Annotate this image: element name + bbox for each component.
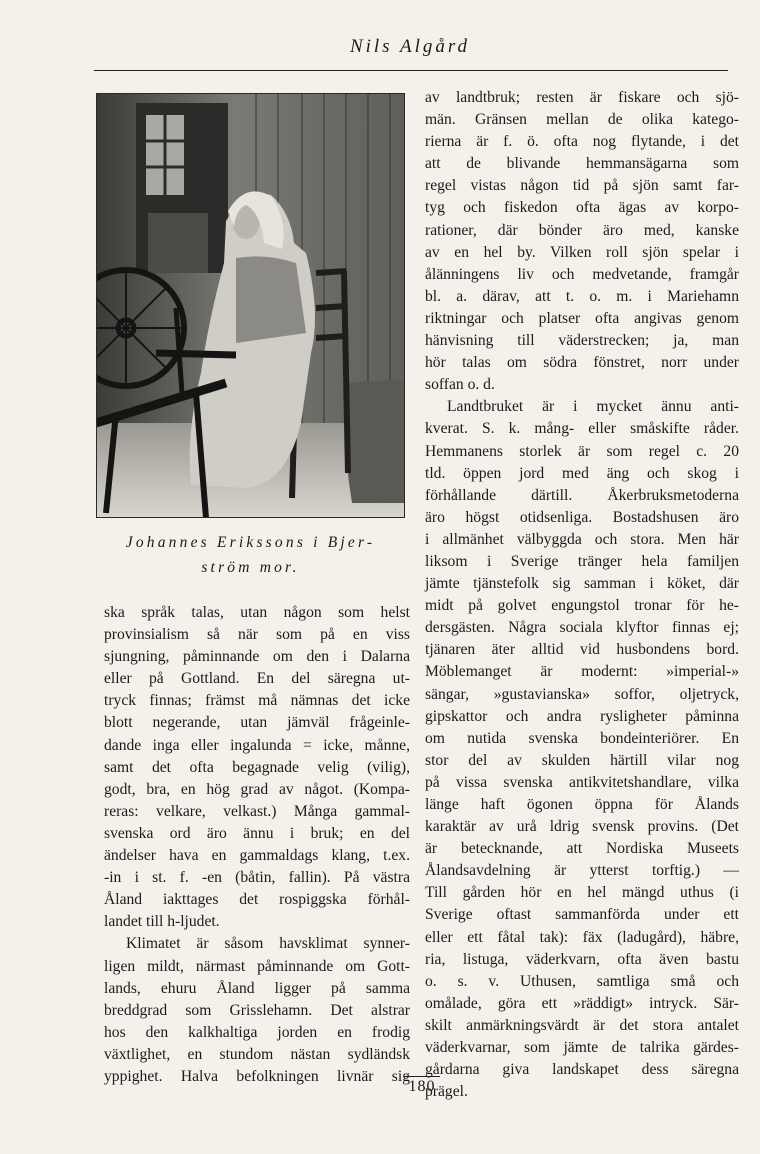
page-number: 180 [408, 1078, 436, 1095]
text-line: eller ett fåtal tak): fäx (ladugård), häbre, [425, 928, 739, 946]
text-line: ska språk talas, utan någon som helst [104, 604, 410, 621]
text-line: eller på Gottland. En del säregna ut- [104, 670, 410, 688]
running-head: Nils Algård [349, 36, 471, 57]
text-line: stor del av skulden härtill vilar nog [425, 751, 739, 769]
paragraph [104, 933, 410, 1088]
text-line: tjänaren äter alltid vid husbondens bord. [425, 641, 739, 659]
text-line: män. Gränsen mellan de olika katego- [425, 111, 739, 129]
text-line: ria, listuga, väderkvarn, ofta även bastu [425, 950, 739, 968]
paragraph [425, 396, 739, 1103]
footer-rule [404, 1076, 440, 1077]
left-text-column [104, 602, 410, 1088]
text-line: förhållande därtill. Åkerbruksmetoderna [425, 486, 739, 504]
caption-line: Johannes Erikssons i Bjer- [125, 534, 376, 551]
text-line: dande inga eller ingalunda = icke, månne, [104, 736, 410, 754]
text-line: yppighet. Halva befolkningen livnär sig [104, 1067, 410, 1085]
text-line: godt, bra, en hög grad av något. (Kompa- [104, 780, 410, 798]
text-line: o. s. v. Uthusen, samtliga små och [425, 972, 739, 990]
text-line: kverat. S. k. mång- eller småskifte råder. [425, 420, 739, 438]
text-line: äro högst otidsenliga. Bostadshusen äro [425, 508, 739, 526]
text-line: provinsialism så när som på en viss [104, 626, 410, 644]
text-line: liksom i Sverige tränger hela familjen [425, 552, 739, 570]
text-line: omålade, göra ett »räddigt» intryck. Sär- [425, 994, 739, 1012]
text-line: av en hel by. Vilken roll sjön spelar i [425, 243, 739, 261]
text-line: ändelser hava en gammaldags klang, t.ex. [104, 847, 410, 865]
text-line: att de blivande hemmansägarna som [425, 155, 739, 173]
text-line: rationer, där bönder äro med, kanske [425, 221, 739, 239]
text-line: jämte tjänstefolk sig samman i köket, där [425, 575, 739, 593]
text-line: Hemmanens storlek är som regel c. 20 [425, 442, 739, 460]
text-line: Ålandsavdelning är ytterst torftig.) — [425, 862, 739, 880]
caption-line: ström mor. [201, 559, 300, 576]
text-line: i allmänhet välbyggda och stora. Men här [425, 530, 739, 548]
text-line: gårdarna giva landskapet dess säregna [425, 1061, 739, 1079]
text-line: sjungning, påminnande om den i Dalarna [104, 648, 410, 666]
text-line: samt det ofta begagnade velig (vilig), [104, 758, 410, 776]
text-line: ligen mildt, närmast påminnande om Gott- [104, 957, 410, 975]
text-line: väderkvarnar, som jämte de talrika gärdes- [425, 1039, 739, 1057]
text-line: Sverige oftast sammanförda under ett [425, 906, 739, 924]
text-line: tld. öppen jord med äng och skog i [425, 464, 739, 482]
header-rule [94, 70, 728, 71]
text-line: breddgrad som Grisslehamn. Det alstrar [104, 1001, 410, 1019]
paragraph [104, 602, 410, 933]
text-line: bl. a. därav, att t. o. m. i Mariehamn [425, 287, 739, 305]
text-line: reras: velkare, velkast.) Många gammal- [104, 802, 410, 820]
right-text-column [425, 87, 739, 1103]
text-line: hänvisning till väderstrecken; ja, man [425, 332, 739, 350]
text-line: -in i st. f. -en (båtin, fallin). På västra [104, 869, 410, 887]
text-line: svenska ord äro ännu i bruk; en del [104, 824, 410, 842]
text-line: prägel. [425, 1083, 468, 1101]
text-line: växtlighet, en stundom nästan sydländsk [104, 1045, 410, 1063]
text-line: dersgästen. Några sociala klyftor finnas ej; [425, 619, 739, 637]
figure-photo [96, 93, 405, 518]
text-line: skilt anmärkningsvärdt är det stora antalet [425, 1016, 739, 1034]
text-line: tryck finnas; främst må nämnas det icke [104, 692, 410, 710]
text-line: ålänningens liv och medvetande, framgår [425, 265, 739, 283]
text-line: om nutida svenska bondeinteriörer. En [425, 729, 739, 747]
text-line: regel vistas någon tid på sjön samt far- [425, 177, 739, 195]
text-line: blott negerande, utan jämväl frågeinle- [104, 714, 410, 732]
text-line: gipskattor och andra rysligheter påminna [425, 707, 739, 725]
text-line: av landtbruk; resten är fiskare och sjö- [425, 89, 739, 106]
text-line: landet till h-ljudet. [104, 913, 220, 931]
text-line: Åland iakttages det rospiggska förhål- [104, 891, 410, 909]
text-line: är betecknande, att Nordiska Museets [425, 840, 739, 858]
text-line: länge haft ögonen öppna för Ålands [425, 796, 739, 813]
paragraph [425, 87, 739, 396]
text-line: Till gården hör en hel mängd uthus (i [425, 884, 739, 902]
text-line: på vissa svenska antikvitetshandlare, vilka [425, 773, 739, 791]
text-line: soffan o. d. [425, 376, 495, 394]
text-line: lands, ehuru Åland ligger på samma [104, 979, 410, 997]
text-line: rierna är f. ö. ofta nog flytande, i det [425, 133, 739, 151]
text-line: Möblemanget är modernt: »imperial-» [425, 663, 739, 681]
text-line: hos den kalkhaltiga jorden en frodig [104, 1023, 410, 1041]
text-line: midt på golvet engungstol tronar för he- [425, 597, 739, 615]
text-line: riktningar och platser ofta angivas genom [425, 309, 739, 327]
text-line: tyg och fiskedon ofta ägas av korpo- [425, 199, 739, 217]
figure-caption [96, 530, 405, 580]
text-line: Klimatet är såsom havsklimat synner- [126, 935, 410, 953]
text-line: karaktär av urå ldrig svensk provins. (Det [425, 818, 739, 836]
text-line: hör talas om södra fönstret, norr under [425, 354, 739, 372]
text-line: sängar, »gustavianska» soffor, oljetryck, [425, 685, 739, 703]
text-line: Landtbruket är i mycket ännu anti- [447, 398, 739, 416]
